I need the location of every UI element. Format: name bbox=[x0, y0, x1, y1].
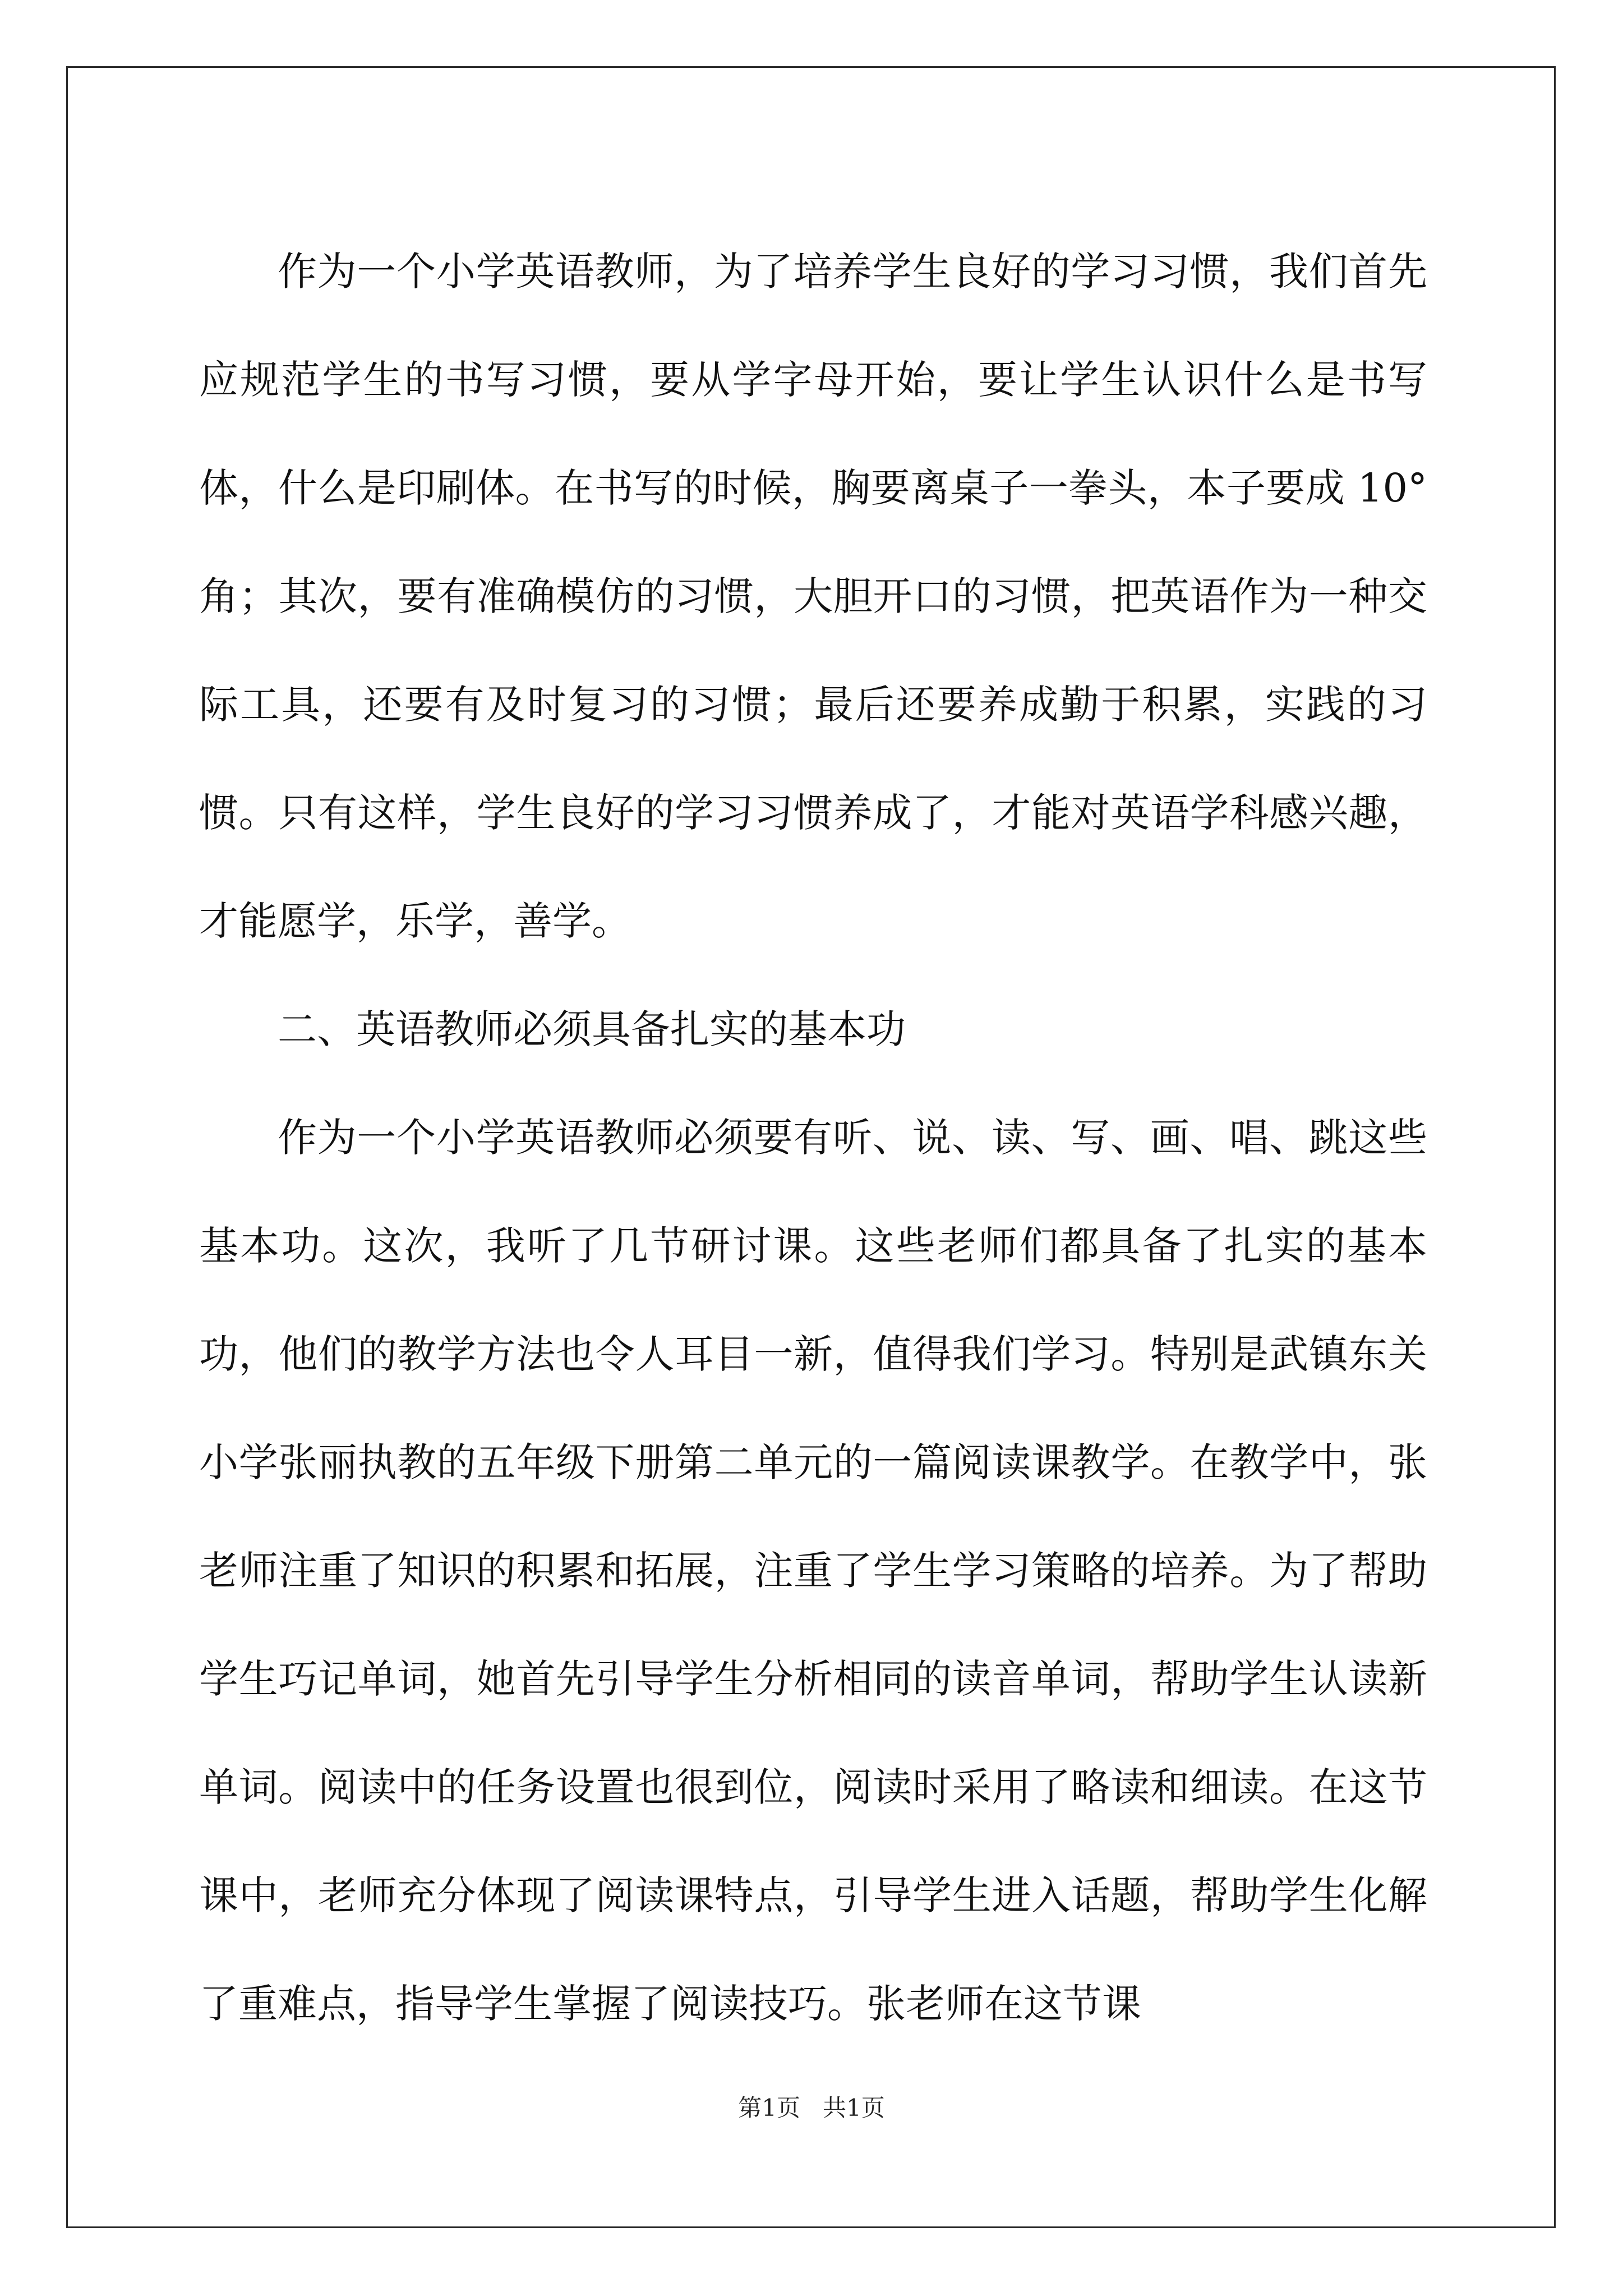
page-number: 第1页 共1页 bbox=[738, 2094, 885, 2122]
document-body bbox=[199, 218, 1427, 2058]
paragraph-learning-habits: 作为一个小学英语教师，为了培养学生良好的学习习惯，我们首先应规范学生的书写习惯，要从学字母开始，要让学生认识什么是书写体，什么是印刷体。在书写的时候，胸要离桌子一拳头，本子要成 10°角；其次，要有准确模仿的习惯，大胆开口的习惯，把英语作为一种交际工具，还要有及时复习的习惯；最后还要养成勤于积累，实践的习惯。只有这样，学生良好的学习习惯养成了，才能对英语学科感兴趣，才能愿学，乐学，善学。 bbox=[199, 249, 1427, 944]
section-heading: 二、英语教师必须具备扎实的基本功 bbox=[278, 1006, 906, 1052]
paragraph-basic-skills: 作为一个小学英语教师必须要有听、说、读、写、画、唱、跳这些基本功。这次，我听了几节研讨课。这些老师们都具备了扎实的基本功，他们的教学方法也令人耳目一新，值得我们学习。特别是武镇东关小学张丽执教的五年级下册第二单元的一篇阅读课教学。在教学中，张老师注重了知识的积累和拓展，注重了学生学习策略的培养。为了帮助学生巧记单词，她首先引导学生分析相同的读音单词，帮助学生认读新单词。阅读中的任务设置也很到位，阅读时采用了略读和细读。在这节课中，老师充分体现了阅读课特点，引导学生进入话题，帮助学生化解了重难点，指导学生掌握了阅读技巧。张老师在这节课 bbox=[199, 1115, 1427, 2027]
